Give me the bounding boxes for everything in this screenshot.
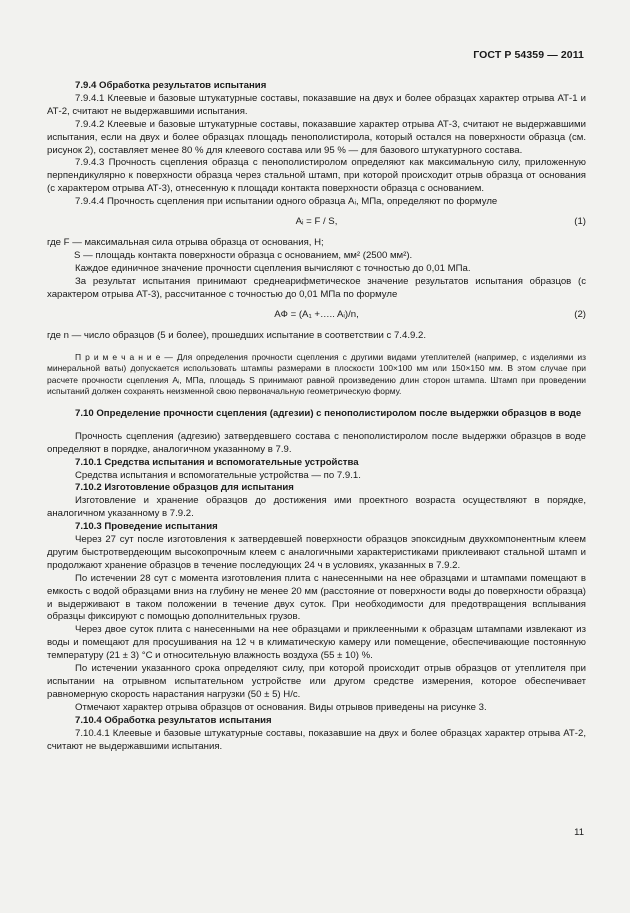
formula	[47, 309, 586, 322]
section-heading: 7.10 Определение прочности сцепления (адгезии) с пенополистиролом после выдержки образцов в воде	[75, 407, 582, 419]
note: П р и м е ч а н и е — Для определения прочности сцепления с другими видами утеплителей (например, с изделиями из минеральной ваты) допускается использовать штампы размерами в плоскости 100×100 мм или 150×150 мм. В этом случае при расчете прочности сцепления Аᵢ, МПа, площадь S принимают равной произведению длин сторон штампа. Штамп при проведении испытаний должен сохранять неизменной свою первоначальную геометрическую форму.	[47, 351, 586, 397]
section-heading: 7.10.1 Средства испытания и вспомогательные устройства	[75, 456, 359, 468]
paragraph: Каждое единичное значение прочности сцепления вычисляют с точностью до 0,01 МПа.	[75, 262, 471, 274]
paragraph: Изготовление и хранение образцов до достижения ими проектного возраста осуществляют в порядке, аналогичном указанному в 7.9.2.	[47, 495, 586, 520]
formula	[47, 216, 586, 229]
paragraph: Средства испытания и вспомогательные устройства — по 7.9.1.	[75, 469, 361, 481]
paragraph: 7.10.4.1 Клеевые и базовые штукатурные составы, показавшие на двух и более образцах характер отрыва АТ-2, считают не выдержавшими испытания.	[47, 727, 586, 752]
paragraph: 7.9.4.4 Прочность сцепления при испытании одного образца Аᵢ, МПа, определяют по формуле	[75, 196, 498, 208]
section-heading: 7.10.4 Обработка результатов испытания	[75, 714, 272, 726]
legend-line: где n — число образцов (5 и более), прошедших испытание в соответствии с 7.4.9.2.	[47, 329, 426, 341]
paragraph: Через 27 сут после изготовления к затвердевшей поверхности образцов эпоксидным двухкомпонентным клеем другим быстротвердеющим высокопрочным клеем с аналогичными характеристиками приклеивают стальной штамп и продолжают хранение образцов в течение последующих 24 ч в условиях, указанных в 7.9.2.	[47, 534, 586, 571]
formula-number: (1)	[574, 216, 586, 228]
legend-line: где F — максимальная сила отрыва образца от основания, Н;	[47, 237, 324, 249]
paragraph: 7.9.4.1 Клеевые и базовые штукатурные составы, показавшие на двух и более образцах характер отрыва АТ-1 и АТ-2, считают не выдержавшими испытания.	[47, 92, 586, 117]
legend-line: S — площадь контакта поверхности образца с основанием, мм² (2500 мм²).	[74, 249, 413, 261]
formula-legend	[47, 330, 586, 343]
formula-legend	[47, 237, 586, 263]
document-body	[47, 80, 586, 753]
paragraph: Через двое суток плита с нанесенными на нее образцами и приклеенными к образцам штампами извлекают из воды и помещают для просушивания на 12 ч в климатическую камеру или помещение, обеспечивающие постоянную температуру (21 ± 3) °С и относительную влажность воздуха (55 ± 10) %.	[47, 624, 586, 662]
paragraph: 7.9.4.2 Клеевые и базовые штукатурные составы, показавшие характер отрыва АТ-3, считают не выдержавшими испытания, если на двух и более образцах площадь пенополистирола, который остался на поверхности образца (см. рисунок 2), составляет менее 80 % для клеевого состава или 95 % — для базового штукатурного состава.	[47, 118, 586, 156]
paragraph: По истечении 28 сут с момента изготовления плита с нанесенными на нее образцами и штампами помещают в емкость с водой образцами вниз на глубину не менее 20 мм (расстояние от поверхности воды до поверхности образца) и выдерживают в таком положении в течение двух суток. При необходимости для предотвращения всплывания образцы фиксируют с помощью дополнительных грузов.	[47, 572, 586, 623]
document-header: ГОСТ Р 54359 — 2011	[473, 49, 584, 61]
paragraph: 7.9.4.3 Прочность сцепления образца с пенополистиролом определяют как максимальную силу, приложенную перпендикулярно к поверхности образца через стальной штамп, при которой происходит отрыв образца от основания (с характером отрыва АТ-3), отнесенную к площади контакта поверхности образца с основанием.	[47, 157, 586, 195]
formula-expression: AФ = (A₁ +….. Aᵢ)/n,	[274, 308, 359, 320]
section-heading: 7.9.4 Обработка результатов испытания	[75, 80, 267, 91]
section-heading: 7.10.2 Изготовление образцов для испытания	[75, 482, 294, 494]
paragraph: Прочность сцепления (адгезию) затвердевшего состава с пенополистиролом после выдержки образцов в воде определяют в порядке, аналогичном указанному в 7.9.	[47, 430, 586, 455]
paragraph: По истечении указанного срока определяют силу, при которой происходит отрыв образцов от утеплителя при испытании на отрывном испытательном устройстве или другом средстве измерения, которое обеспечивает равномерную скорость нарастания нагрузки (50 ± 5) Н/с.	[47, 663, 586, 700]
formula-expression: Aᵢ = F / S,	[295, 216, 338, 228]
section-heading: 7.10.3 Проведение испытания	[75, 521, 218, 533]
formula-number: (2)	[574, 308, 586, 320]
paragraph: Отмечают характер отрыва образцов от основания. Виды отрывов приведены на рисунке 3.	[75, 701, 487, 713]
paragraph: За результат испытания принимают среднеарифметическое значение результатов испытания образцов (с характером отрыва АТ-3), рассчитанное с точностью до 0,01 МПа по формуле	[47, 275, 586, 300]
page-number: 11	[574, 827, 584, 838]
